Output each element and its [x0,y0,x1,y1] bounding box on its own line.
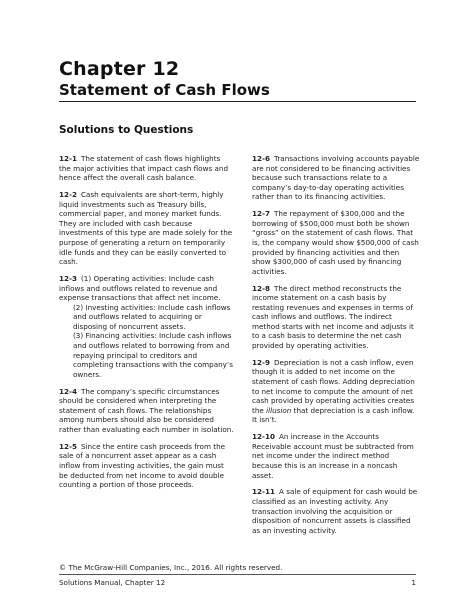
question-number: 12-10 [252,432,275,442]
question-12-10 [252,432,420,480]
question-text: The company’s specific circumstances should be considered when interpreting the statement of cash flows. The relationships among numbers should also be considered rather than evaluating each number in isolation. [59,386,234,434]
question-12-2 [59,190,234,267]
question-12-6 [252,154,420,202]
question-12-11 [252,487,420,535]
question-text-part: (1) Operating activities: Include cash inflows and outflows related to revenue and expense transactions that affect net income. [59,273,221,303]
question-number: 12-11 [252,487,275,497]
question-12-3 [59,274,234,380]
footer-divider [59,574,416,575]
page-number: 1 [411,578,416,587]
copyright-notice: © The McGraw-Hill Companies, Inc., 2016. All rights reserved. [59,563,283,572]
question-text: The statement of cash flows highlights the major activities that impact cash flows and hence affect the overall cash balance. [59,154,229,183]
question-text-part: (2) Investing activities: Include cash inflows and outflows related to acquiring or disposing of noncurrent assets. [73,302,231,331]
question-12-8 [252,284,420,351]
question-12-4 [59,387,234,435]
question-text: A sale of equipment for cash would be classified as an investing activity. Any transaction involving the acquisition or disposition of noncurrent assets is classified as an investing activity. [252,487,418,535]
question-text-part: (3) Financing activities: Include cash inflows and outflows related to borrowing from and repaying principal to creditors and completing transactions with the company’s owners. [73,331,233,379]
question-text: The direct method reconstructs the income statement on a cash basis by restating revenues and expenses in terms of cash inflows and outflows. The indirect method starts with net income and adjusts it to a cash basis to determine the net cash provided by operating activities. [252,283,414,351]
question-text: Cash equivalents are short-term, highly liquid investments such as Treasury bills, commercial paper, and money market funds. They are included with cash because investments of this type are made solely for the purpose of generating a return on temporarily idle funds and they can be easily converted to cash. [59,189,233,267]
question-text: Since the entire cash proceeds from the sale of a noncurrent asset appear as a cash inflow from investing activities, the gain must be deducted from net income to avoid double counting a portion of those proceeds. [59,441,226,490]
question-text: that depreciation is a cash inflow. It isn’t. [252,405,415,425]
question-number: 12-7 [252,209,270,219]
question-number: 12-2 [59,189,77,199]
question-number: 12-1 [59,154,77,163]
question-12-5 [59,442,234,490]
footer-label: Solutions Manual, Chapter 12 [59,578,166,587]
chapter-number: Chapter 12 [59,58,180,80]
question-12-7 [252,209,420,276]
question-number: 12-9 [252,357,270,367]
question-number: 12-4 [59,386,77,396]
question-12-1 [59,154,234,183]
section-heading: Solutions to Questions [59,124,194,136]
emphasis-text: illusion [266,405,292,415]
left-column [59,154,234,497]
question-number: 12-8 [252,283,270,293]
question-text: The repayment of $300,000 and the borrowing of $500,000 must both be shown “gross” on the statement of cash flows. That is, the company would show $500,000 of cash provided by financing activities and then show $300,000 of cash used by financing activities. [252,209,419,276]
question-number: 12-6 [252,154,270,163]
question-number: 12-5 [59,441,77,451]
question-text: Transactions involving accounts payable are not considered to be financing activities because such transactions relate to a company’s day-to-day operating activities rather than to its financing activities. [252,154,420,202]
title-divider [59,101,416,102]
question-number: 12-3 [59,273,77,283]
question-12-9 [252,358,420,425]
question-text: Depreciation is not a cash inflow, even though it is added to net income on the statement of cash flows. Adding depreciation to net income to compute the amount of net cash provided by operating activities creates the [252,357,415,415]
question-text: An increase in the Accounts Receivable account must be subtracted from net income under the indirect method because this is an increase in a noncash asset. [252,432,414,480]
chapter-title: Statement of Cash Flows [59,81,270,99]
right-column [252,154,420,543]
